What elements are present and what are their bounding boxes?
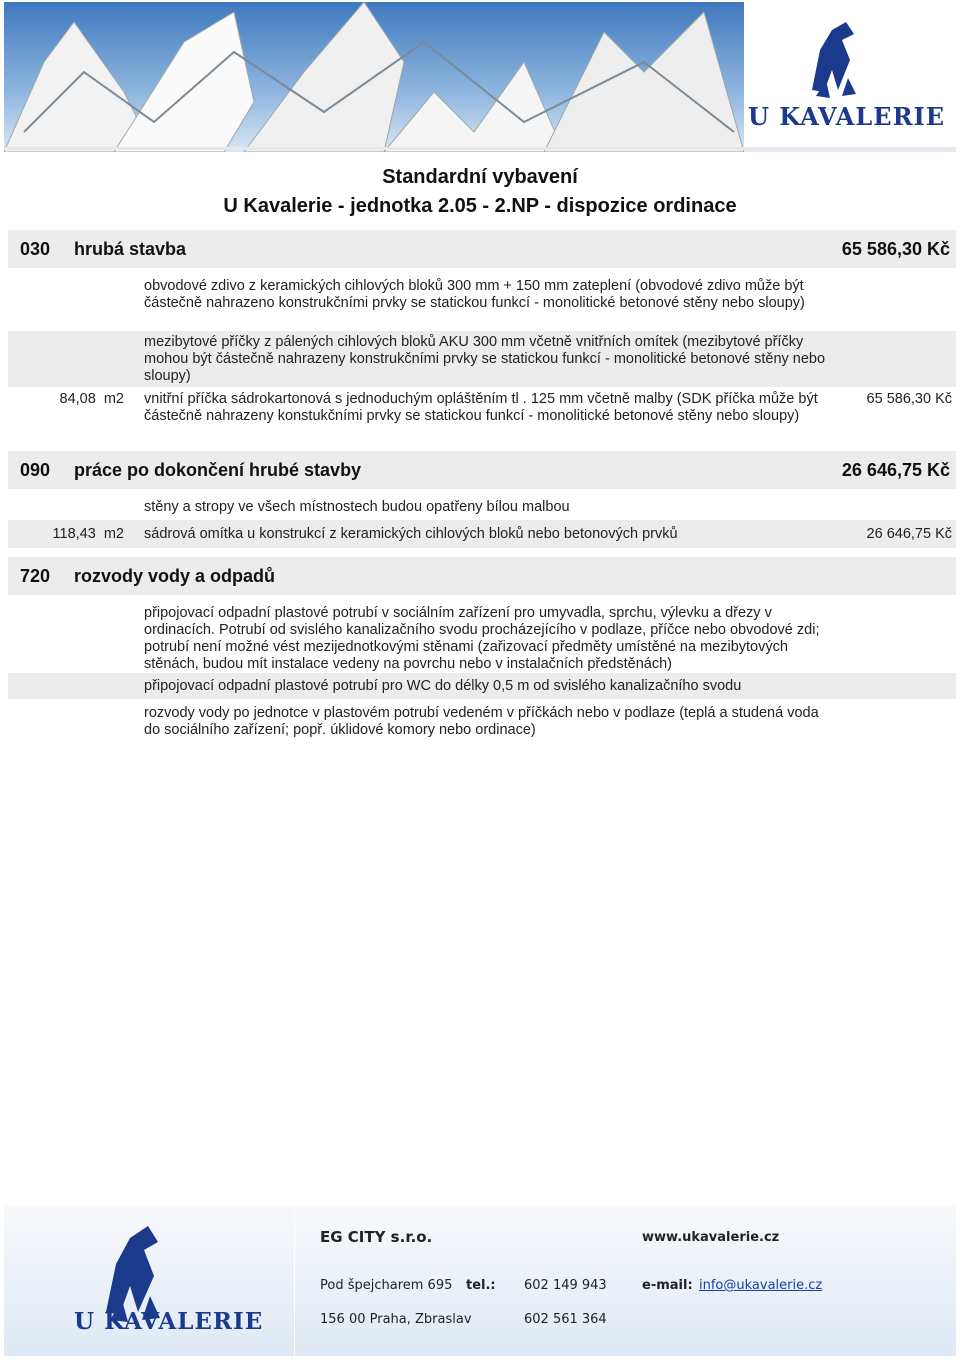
footer-tel-label: tel.: <box>466 1278 496 1293</box>
footer-street: Pod špejcharem 695 <box>320 1278 453 1293</box>
qty-value: 84,08 <box>59 391 96 407</box>
section-code: 720 <box>20 566 51 586</box>
qty-090 <box>4 526 124 542</box>
section-sum: 26 646,75 Kč <box>841 460 950 480</box>
section-name: hrubá stavba <box>74 239 187 259</box>
logo-box <box>744 2 956 150</box>
footer-divider <box>294 1206 295 1356</box>
doc-title: Standardní vybavení <box>382 166 578 188</box>
sculpture-photo <box>4 2 744 152</box>
footer-banner <box>4 1206 956 1356</box>
item-720-a: připojovací odpadní plastové potrubí v sociálním zařízení pro umyvadla, sprchu, výlevku a dřezy v ordinacích. Potrubí od svislého kanalizačního svodu procházejícího v podlaze, příčce nebo obvodové zdi; potrubí není možné vést mezijednotkovými stěnami (zařizovací předměty umístěné na mezibytových stěnách, budou mít instalace vedeny na povrchu nebo v instalačních předstěnách) <box>144 605 820 672</box>
brand-logo-text: U KAVALERIE <box>748 102 946 131</box>
section-name: práce po dokončení hrubé stavby <box>74 460 362 480</box>
item-030-a: obvodové zdivo z keramických cihlových bloků 300 mm + 150 mm zateplení (obvodové zdivo může být částečně nahrazeno konstrukčními prvky se statickou funkcí - monolitické betonové stěny nebo sloupy) <box>144 278 805 311</box>
header-banner <box>4 2 956 152</box>
horse-logo-icon <box>802 20 862 100</box>
header-divider <box>4 147 956 150</box>
section-sum: 65 586,30 Kč <box>841 239 950 259</box>
qty-030 <box>4 391 124 407</box>
qty-unit: m2 <box>103 526 124 542</box>
item-090-a: stěny a stropy ve všech místnostech budou opatřeny bílou malbou <box>144 499 570 515</box>
doc-subtitle: U Kavalerie - jednotka 2.05 - 2.NP - dispozice ordinace <box>223 195 737 217</box>
qty-value: 118,43 <box>52 526 96 542</box>
item-090-b: sádrová omítka u konstrukcí z keramických cihlových bloků nebo betonových prvků <box>144 526 678 542</box>
item-720-c: rozvody vody po jednotce v plastovém potrubí vedeném v příčkách nebo v podlaze (teplá a studená voda do sociálního zařízení; popř. úklidové komory nebo ordinace) <box>144 705 819 738</box>
item-720-b: připojovací odpadní plastové potrubí pro WC do délky 0,5 m od svislého kanalizačního svodu <box>144 678 742 694</box>
footer-brand-text: U KAVALERIE <box>74 1308 264 1335</box>
footer-city: 156 00 Praha, Zbraslav <box>320 1312 472 1327</box>
item-030-b: mezibytové příčky z pálených cihlových bloků AKU 300 mm včetně vnitřních omítek (mezibytové příčky mohou být částečně nahrazeny konstrukčními prvky se statickou funkcí - monolitické betonové stěny nebo sloupy) <box>144 334 826 384</box>
footer-tel-1: 602 149 943 <box>524 1278 607 1293</box>
price-030: 65 586,30 Kč <box>866 391 952 407</box>
section-name: rozvody vody a odpadů <box>74 566 276 586</box>
section-code: 030 <box>20 239 51 259</box>
footer-email-label: e-mail: <box>642 1278 693 1293</box>
footer-tel-2: 602 561 364 <box>524 1312 607 1327</box>
section-720-header <box>8 557 956 595</box>
footer-email-link[interactable]: info@ukavalerie.cz <box>699 1278 823 1293</box>
price-090: 26 646,75 Kč <box>866 526 952 542</box>
item-030-c: vnitřní příčka sádrokartonová s jednoduchým opláštěním tl . 125 mm včetně malby (SDK příčka může být částečně nahrazeny konstukčními prvky se statickou funkcí - monolitické betonové stěny nebo sloupy) <box>144 391 818 424</box>
section-030-header <box>8 230 956 268</box>
footer-company: EG CITY s.r.o. <box>320 1228 433 1246</box>
section-code: 090 <box>20 460 51 480</box>
footer-website-link[interactable]: www.ukavalerie.cz <box>642 1230 780 1245</box>
qty-unit: m2 <box>103 391 124 407</box>
section-090-header <box>8 451 956 489</box>
